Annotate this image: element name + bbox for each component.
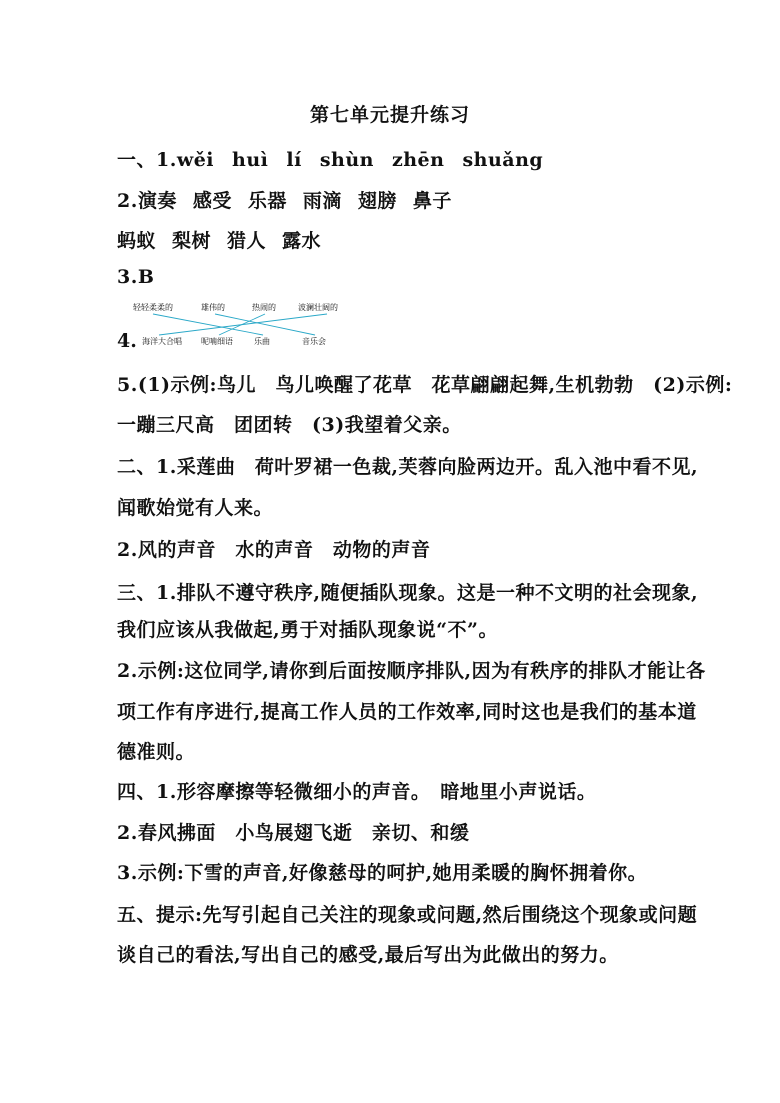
q2-2-line: 2.风的声音 水的声音 动物的声音 bbox=[117, 539, 431, 561]
word-item: 演奏 bbox=[137, 190, 177, 212]
word-item: 露水 bbox=[282, 230, 322, 252]
word-item: 翅膀 bbox=[357, 190, 397, 212]
q1-1-prefix: 一、1. bbox=[117, 149, 177, 171]
pinyin-item: shuǎng bbox=[462, 149, 544, 171]
word-item: 梨树 bbox=[172, 230, 212, 252]
q3-1-line2: 我们应该从我做起,勇于对插队现象说“不”。 bbox=[117, 619, 498, 641]
q1-2-prefix: 2. bbox=[117, 190, 138, 212]
match-top-1: 轻轻柔柔的 bbox=[133, 303, 173, 312]
word-item: 感受 bbox=[192, 190, 232, 212]
match-bottom-3: 乐曲 bbox=[254, 337, 270, 346]
pinyin-item: lí bbox=[286, 149, 302, 171]
pinyin-item: huì bbox=[232, 149, 269, 171]
q3-2-line2: 项工作有序进行,提高工作人员的工作效率,同时这也是我们的基本道 bbox=[117, 701, 697, 723]
word-item: 鼻子 bbox=[412, 190, 452, 212]
match-top-2: 雄伟的 bbox=[201, 303, 225, 312]
page-title: 第七单元提升练习 bbox=[309, 104, 470, 126]
q1-4-number: 4. bbox=[117, 330, 137, 352]
q1-2-line1 bbox=[117, 186, 468, 213]
q3-2-line3: 德准则。 bbox=[117, 741, 196, 763]
word-item: 雨滴 bbox=[302, 190, 342, 212]
q1-3-line: 3.B bbox=[117, 266, 155, 288]
word-item: 蚂蚁 bbox=[117, 230, 157, 252]
match-bottom-1: 海洋大合唱 bbox=[142, 337, 182, 346]
q3-1-line1: 三、1.排队不遵守秩序,随便插队现象。这是一种不文明的社会现象, bbox=[117, 582, 699, 604]
q2-1-line2: 闻歌始觉有人来。 bbox=[117, 497, 274, 519]
match-top-3: 热闹的 bbox=[252, 303, 276, 312]
q5-line2: 谈自己的看法,写出自己的感受,最后写出为此做出的努力。 bbox=[117, 944, 619, 966]
matching-diagram bbox=[115, 298, 375, 350]
q2-1-line1: 二、1.采莲曲 荷叶罗裙一色裁,芙蓉向脸两边开。乱入池中看不见, bbox=[117, 456, 699, 478]
q4-3-line: 3.示例:下雪的声音,好像慈母的呵护,她用柔暖的胸怀拥着你。 bbox=[117, 862, 648, 884]
match-top-4: 波澜壮阔的 bbox=[298, 303, 338, 312]
q1-5-line1: 5.(1)示例:鸟儿 鸟儿唤醒了花草 花草翩翩起舞,生机勃勃 (2)示例: bbox=[117, 374, 733, 396]
pinyin-item: zhēn bbox=[391, 149, 445, 171]
q3-2-line1: 2.示例:这位同学,请你到后面按顺序排队,因为有秩序的排队才能让各 bbox=[117, 660, 706, 682]
q4-2-line: 2.春风拂面 小鸟展翅飞逝 亲切、和缓 bbox=[117, 822, 470, 844]
match-bottom-2: 呢喃细语 bbox=[201, 337, 233, 346]
q4-1-line: 四、1.形容摩擦等轻微细小的声音。 暗地里小声说话。 bbox=[117, 781, 597, 803]
q5-line1: 五、提示:先写引起自己关注的现象或问题,然后围绕这个现象或问题 bbox=[117, 904, 698, 926]
q1-1-line bbox=[117, 145, 561, 172]
q1-5-line2: 一蹦三尺高 团团转 (3)我望着父亲。 bbox=[117, 414, 462, 436]
word-item: 乐器 bbox=[247, 190, 287, 212]
pinyin-item: wěi bbox=[176, 149, 215, 171]
word-item: 猎人 bbox=[227, 230, 267, 252]
match-bottom-4: 音乐会 bbox=[302, 337, 326, 346]
pinyin-item: shùn bbox=[319, 149, 374, 171]
q1-2-line2 bbox=[117, 226, 337, 253]
